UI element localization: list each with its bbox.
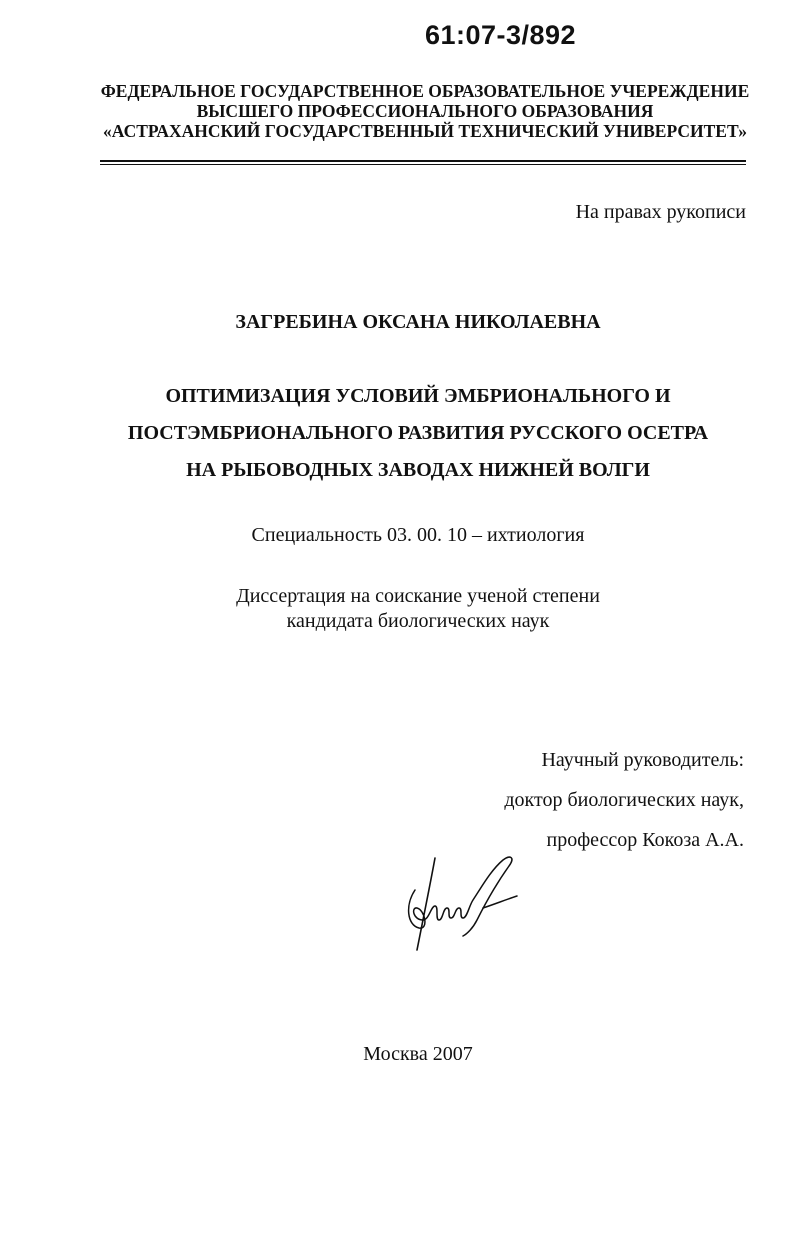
- dissertation-title: [40, 378, 796, 489]
- scientific-advisor: [504, 740, 744, 860]
- title-line-1: ОПТИМИЗАЦИЯ УСЛОВИЙ ЭМБРИОНАЛЬНОГО И: [165, 385, 671, 407]
- institution-line-2: ВЫСШЕГО ПРОФЕССИОНАЛЬНОГО ОБРАЗОВАНИЯ: [196, 101, 654, 121]
- author-name: ЗАГРЕБИНА ОКСАНА НИКОЛАЕВНА: [235, 311, 601, 333]
- city-and-year: Москва 2007: [363, 1043, 473, 1065]
- degree-line-1: Диссертация на соискание ученой степени: [236, 585, 600, 607]
- institution-line-1: ФЕДЕРАЛЬНОЕ ГОСУДАРСТВЕННОЕ ОБРАЗОВАТЕЛЬНОЕ УЧЕРЕЖДЕНИЕ: [100, 81, 750, 101]
- advisor-name: профессор Кокоза А.А.: [546, 829, 744, 851]
- manuscript-rights-note: На правах рукописи: [575, 201, 746, 223]
- advisor-label: Научный руководитель:: [541, 749, 744, 771]
- institution-line-3: «АСТРАХАНСКИЙ ГОСУДАРСТВЕННЫЙ ТЕХНИЧЕСКИЙ УНИВЕРСИТЕТ»: [103, 121, 747, 141]
- institution-header: [60, 81, 790, 141]
- catalog-number: 61:07-3/892: [424, 20, 577, 50]
- specialty-line: Специальность 03. 00. 10 – ихтиология: [251, 524, 585, 546]
- handwritten-signature-icon: [395, 850, 525, 960]
- advisor-degree: доктор биологических наук,: [504, 789, 744, 811]
- degree-statement: [40, 584, 796, 634]
- degree-line-2: кандидата биологических наук: [286, 610, 550, 632]
- title-line-2: ПОСТЭМБРИОНАЛЬНОГО РАЗВИТИЯ РУССКОГО ОСЕТРА: [127, 422, 709, 444]
- title-line-3: НА РЫБОВОДНЫХ ЗАВОДАХ НИЖНЕЙ ВОЛГИ: [186, 459, 650, 481]
- header-divider-thin: [100, 164, 746, 165]
- header-divider-thick: [100, 160, 746, 162]
